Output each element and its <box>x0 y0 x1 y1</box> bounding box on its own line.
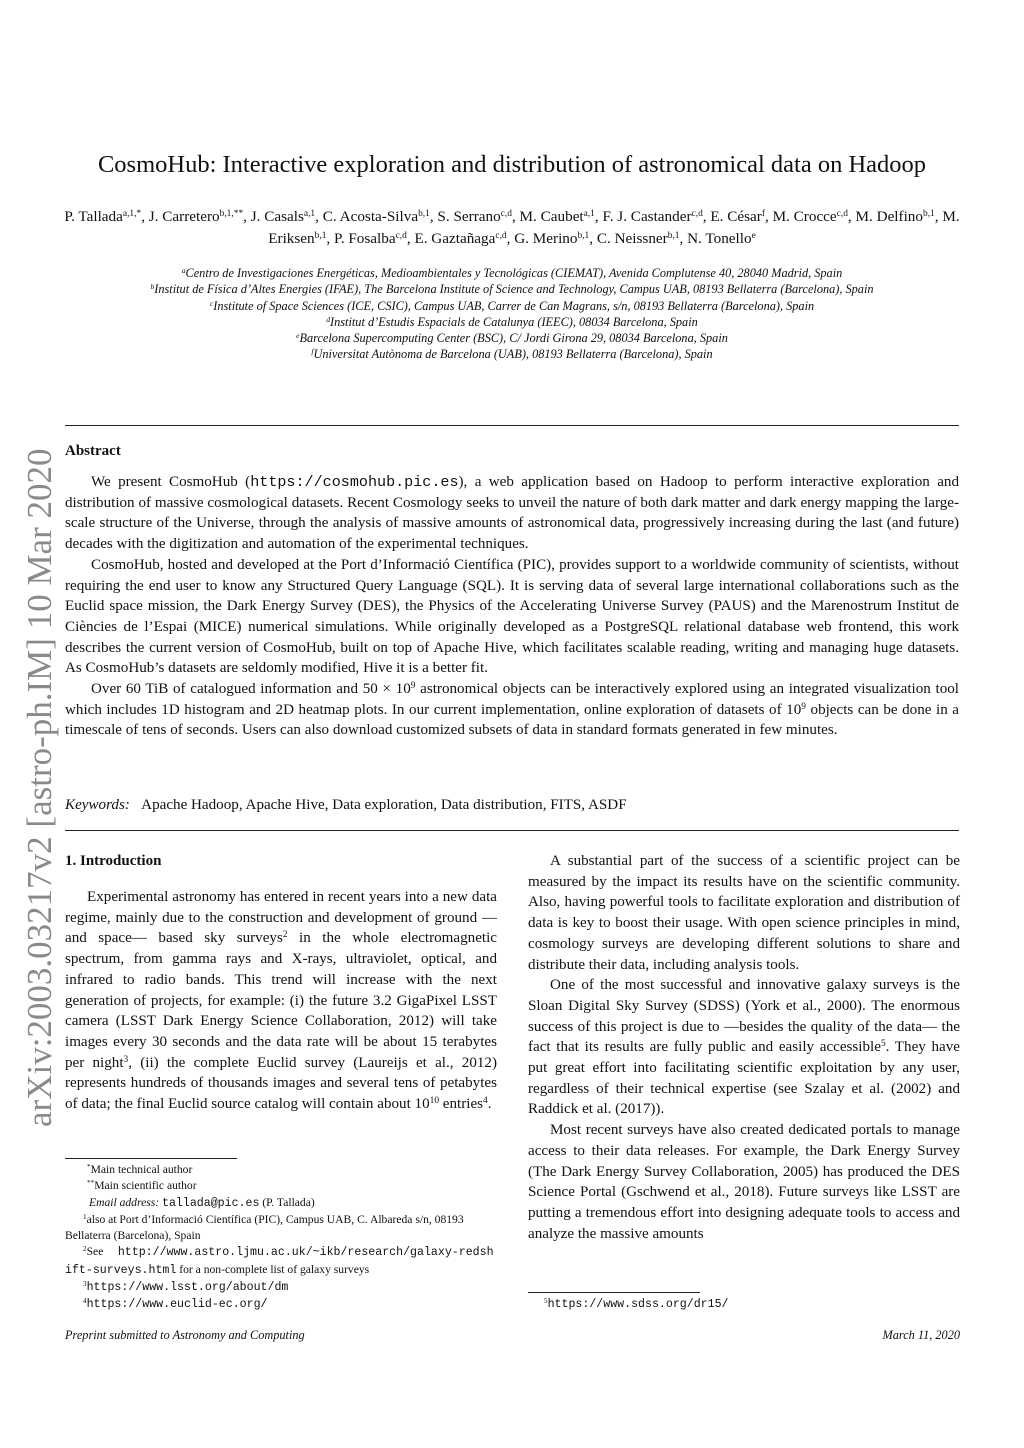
affiliation: $^a$Centro de Investigaciones Energéticas, Medioambientales y Tecnológicas (CIEMAT), Avenida Complutense 40, 28040 Madrid, Spain <box>181 265 843 280</box>
author: M. Eriksen$^{b,1}$ <box>268 208 960 247</box>
footer-date: March 11, 2020 <box>882 1328 960 1342</box>
affiliation: $^c$Institute of Space Sciences (ICE, CSIC), Campus UAB, Carrer de Can Magrans, s/n, 08193 Bellaterra (Barcelona), Spain <box>209 298 815 313</box>
galaxy-surveys-url-link[interactable]: http://www.astro.ljmu.ac.uk/~ikb/research/galaxy-redshift-surveys.html <box>65 1246 494 1277</box>
right-column <box>528 851 960 1244</box>
author: N. Tonello$^e$ <box>687 230 756 247</box>
affiliation: $^d$Institut d’Estudis Espacials de Catalunya (IEEC), 08034 Barcelona, Spain <box>326 314 698 329</box>
author: J. Carretero$^{b,1,**}$ <box>148 208 244 225</box>
arxiv-identifier: arXiv:2003.03217v2 [astro-ph.IM] 10 Mar 2020 <box>20 448 59 1127</box>
footnote-ref[interactable]: 4 <box>483 1095 488 1106</box>
author: M. Crocce$^{c,d}$ <box>772 208 848 225</box>
footnote: $^3$https://www.lsst.org/about/dm <box>83 1280 289 1295</box>
author: J. Casals$^{a,1}$ <box>250 208 316 225</box>
left-column <box>65 887 497 1115</box>
body-paragraph: A substantial part of the success of a scientific project can be measured by the impact its results have on the scientific community. Also, having powerful tools to facilitate exploration and distribution of data is key to boost their usage. With open science principles in mind, cosmology surveys are developing different solutions to share and distribute their data, including analysis tools. <box>528 853 960 973</box>
body-paragraph: Experimental astronomy has entered in recent years into a new data regime, mainly due to the construction and development of ground —and space— based sky surveys$^2$ in the whole electromagnetic spectrum, from gamma rays and X-rays, ultraviolet, optical, and infrared to radio bands. This trend will increase with the next generation of projects, for example: (i) the future 3.2 GigaPixel LSST camera (LSST Dark Energy Science Collaboration, 2012) will take images every 30 seconds and the data rate will be about 15 terabytes per night$^3$, (ii) the complete Euclid survey (Laureijs et al., 2012) represents hundreds of thousands images and several tens of petabytes of data; the final Euclid source catalog will contain about $10^{10}$ entries$^4$. <box>65 889 497 1113</box>
footnote-rule <box>65 1158 237 1159</box>
footnotes-left <box>65 1162 497 1314</box>
abstract-paragraph: We present CosmoHub (https://cosmohub.pic.es), a web application based on Hadoop to perform interactive exploration and distribution of massive cosmological datasets. Recent Cosmology seeks to unveil the nature of both dark matter and dark energy mapping the large-scale structure of the Universe, through the analysis of massive amounts of astronomical data, progressively increasing during the last (and future) decades with the digitization and automation of the experimental techniques. <box>65 473 959 553</box>
keywords-label: Keywords: <box>65 797 130 813</box>
section-heading-introduction: 1. Introduction <box>65 853 162 869</box>
author: S. Serrano$^{c,d}$ <box>437 208 512 225</box>
footnote: $^1$also at Port d’Informació Científica (PIC), Campus UAB, C. Albareda s/n, 08193 Bellaterra (Barcelona), Spain <box>65 1212 464 1243</box>
footer-preprint-note: Preprint submitted to Astronomy and Computing <box>65 1328 305 1342</box>
sdss-url-link[interactable]: https://www.sdss.org/dr15/ <box>547 1298 729 1311</box>
footnote-ref[interactable]: 3 <box>123 1054 129 1065</box>
footnote-ref[interactable]: 2 <box>282 930 288 941</box>
affiliation-list <box>60 265 964 363</box>
author: E. César$^f$ <box>710 208 765 225</box>
footnote: *Main technical author <box>87 1163 193 1176</box>
footnote: $^5$https://www.sdss.org/dr15/ <box>544 1297 729 1311</box>
footnote: Email address: tallada@pic.es (P. Tallada) <box>89 1195 315 1210</box>
author: C. Acosta-Silva$^{b,1}$ <box>322 208 430 225</box>
euclid-url-link[interactable]: https://www.euclid-ec.org/ <box>86 1298 268 1312</box>
abstract-top-rule <box>65 425 959 426</box>
author: P. Fosalba$^{c,d}$ <box>334 230 407 247</box>
body-paragraph: One of the most successful and innovative galaxy surveys is the Sloan Digital Sky Survey (SDSS) (York et al., 2000). The enormous success of this project is due to —besides the quality of the data— the fact that its results are fully public and easily accessible$^5$. They have put great effort into facilitating scientific exploitation by any user, regardless of their technical expertise (see Szalay et al. (2002) and Raddick et al. (2017)). <box>528 977 961 1118</box>
abstract-paragraph: CosmoHub, hosted and developed at the Port d’Informació Científica (PIC), provides support to a worldwide community of scientists, without requiring the end user to know any Structured Query Language (SQL). It is serving data of several large international collaborations such as the Euclid space mission, the Dark Energy Survey (DES), the Physics of the Accelerating Universe Survey (PAUS) and the Marenostrum Institut de Ciències de l’Espai (MICE) numerical simulations. While originally developed as a PostgreSQL relational database web frontend, this work describes the current version of CosmoHub, built on top of Apache Hive, which facilitates scalable reading, writing and managing huge datasets. As CosmoHub’s datasets are seldomly modified, Hive it is a better fit. <box>65 556 959 677</box>
footnote: $^2$See http://www.astro.ljmu.ac.uk/~ikb/research/galaxy-redshift-surveys.html for a non-complete list of galaxy surveys <box>65 1245 494 1277</box>
footnote: **Main scientific author <box>87 1179 197 1193</box>
abstract-heading: Abstract <box>65 443 121 459</box>
paper-title: CosmoHub: Interactive exploration and distribution of astronomical data on Hadoop <box>97 151 927 178</box>
abstract-bottom-rule <box>65 830 959 831</box>
abstract-paragraph: Over 60 TiB of catalogued information and $50 \times 10^9$ astronomical objects can be interactively explored using an integrated visualization tool which includes 1D histogram and 2D heatmap plots. In our current implementation, online exploration of datasets of $10^9$ objects can be done in a timescale of tens of seconds. Users can also download customized subsets of data in standard formats generated in few minutes. <box>65 680 960 739</box>
cosmohub-url-link[interactable]: https://cosmohub.pic.es <box>250 473 459 491</box>
footnotes-right <box>528 1296 960 1313</box>
author-list: P. Tallada$^{a,1,*}$, J. Carretero$^{b,1,**}$, J. Casals$^{a,1}$, C. Acosta-Silva$^{b,1}$, S. Serrano$^{c,d}$, M. Caubet$^{a,1}$, F. J. Castander$^{c,d}$, E. César$^f$, M. Crocce$^{c,d}$, M. Delfino$^{b,1}$, M. Eriksen$^{b,1}$, P. Fosalba$^{c,d}$, E. Gaztañaga$^{c,d}$, G. Merino$^{b,1}$, C. Neissner$^{b,1}$, N. Tonello$^e$ <box>64 208 960 247</box>
author: F. J. Castander$^{c,d}$ <box>602 208 703 225</box>
keywords-line <box>65 795 959 815</box>
author: M. Delfino$^{b,1}$ <box>855 208 935 225</box>
affiliation: $^f$Universitat Autònoma de Barcelona (UAB), 08193 Bellaterra (Barcelona), Spain <box>311 347 713 362</box>
body-paragraph: Most recent surveys have also created dedicated portals to manage access to their data releases. For example, the Dark Energy Survey (The Dark Energy Survey Collaboration, 2005) has produced the DES Science Portal (Gschwend et al., 2018). Future surveys like LSST are putting a tremendous effort into designing adequate tools to access and analyze the massive amounts <box>528 1122 960 1242</box>
author: C. Neissner$^{b,1}$ <box>596 230 680 247</box>
email-link[interactable]: tallada@pic.es <box>162 1196 260 1210</box>
footnote: $^4$https://www.euclid-ec.org/ <box>83 1297 268 1312</box>
lsst-url-link[interactable]: https://www.lsst.org/about/dm <box>86 1281 289 1295</box>
affiliation: $^b$Institut de Física d’Altes Energies (IFAE), The Barcelona Institute of Science and Technology, Campus UAB, 08193 Bellaterra (Barcelona), Spain <box>150 282 874 297</box>
footnote-rule <box>528 1292 700 1293</box>
keywords-text: Apache Hadoop, Apache Hive, Data exploration, Data distribution, FITS, ASDF <box>141 797 627 813</box>
author: M. Caubet$^{a,1}$ <box>519 208 595 225</box>
author: G. Merino$^{b,1}$ <box>514 230 590 247</box>
footnote-ref[interactable]: 5 <box>880 1039 886 1050</box>
abstract-body <box>65 472 959 741</box>
author: P. Tallada$^{a,1,*}$ <box>64 208 142 225</box>
author: E. Gaztañaga$^{c,d}$ <box>414 230 507 247</box>
affiliation: $^e$Barcelona Supercomputing Center (BSC), C/ Jordi Girona 29, 08034 Barcelona, Spain <box>296 331 728 346</box>
